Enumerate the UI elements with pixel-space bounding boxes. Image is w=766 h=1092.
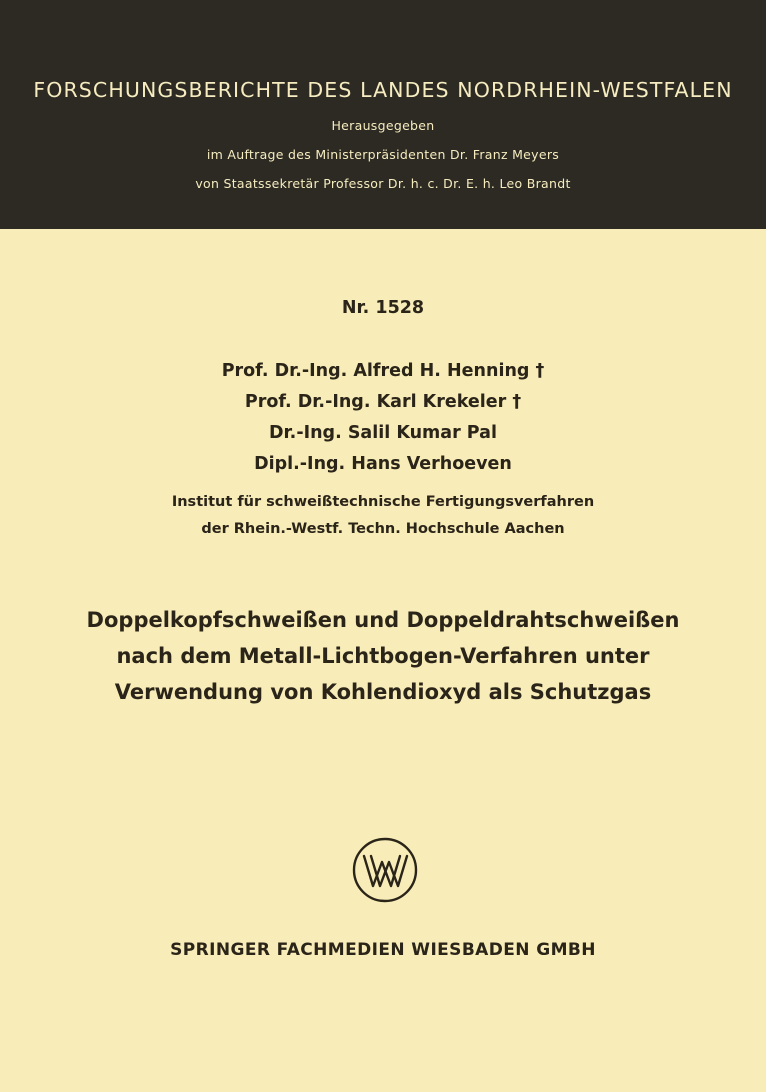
series-header-band bbox=[0, 0, 766, 229]
book-title-line-1: Doppelkopfschweißen und Doppeldrahtschweißen bbox=[86, 608, 680, 632]
report-number: Nr. 1528 bbox=[341, 298, 425, 318]
institute-line-2: der Rhein.-Westf. Techn. Hochschule Aachen bbox=[201, 521, 565, 537]
book-title-line-3: Verwendung von Kohlendioxyd als Schutzgas bbox=[114, 680, 652, 704]
author-1: Prof. Dr.-Ing. Alfred H. Henning † bbox=[221, 361, 545, 381]
author-2: Prof. Dr.-Ing. Karl Krekeler † bbox=[244, 392, 522, 412]
publisher-ww-logo-icon bbox=[351, 836, 419, 904]
editor-line-2: im Auftrage des Ministerpräsidenten Dr. Franz Meyers bbox=[206, 147, 560, 162]
book-title-line-2: nach dem Metall-Lichtbogen-Verfahren unter bbox=[116, 644, 650, 668]
institute-line-1: Institut für schweißtechnische Fertigungsverfahren bbox=[171, 494, 595, 510]
author-3: Dr.-Ing. Salil Kumar Pal bbox=[269, 423, 497, 443]
author-4: Dipl.-Ing. Hans Verhoeven bbox=[254, 454, 512, 474]
editor-line-3: von Staatssekretär Professor Dr. h. c. Dr. E. h. Leo Brandt bbox=[195, 176, 571, 191]
series-title: FORSCHUNGSBERICHTE DES LANDES NORDRHEIN-WESTFALEN bbox=[33, 78, 733, 102]
editor-line-1: Herausgegeben bbox=[331, 118, 435, 133]
publisher-name: SPRINGER FACHMEDIEN WIESBADEN GMBH bbox=[170, 940, 596, 960]
